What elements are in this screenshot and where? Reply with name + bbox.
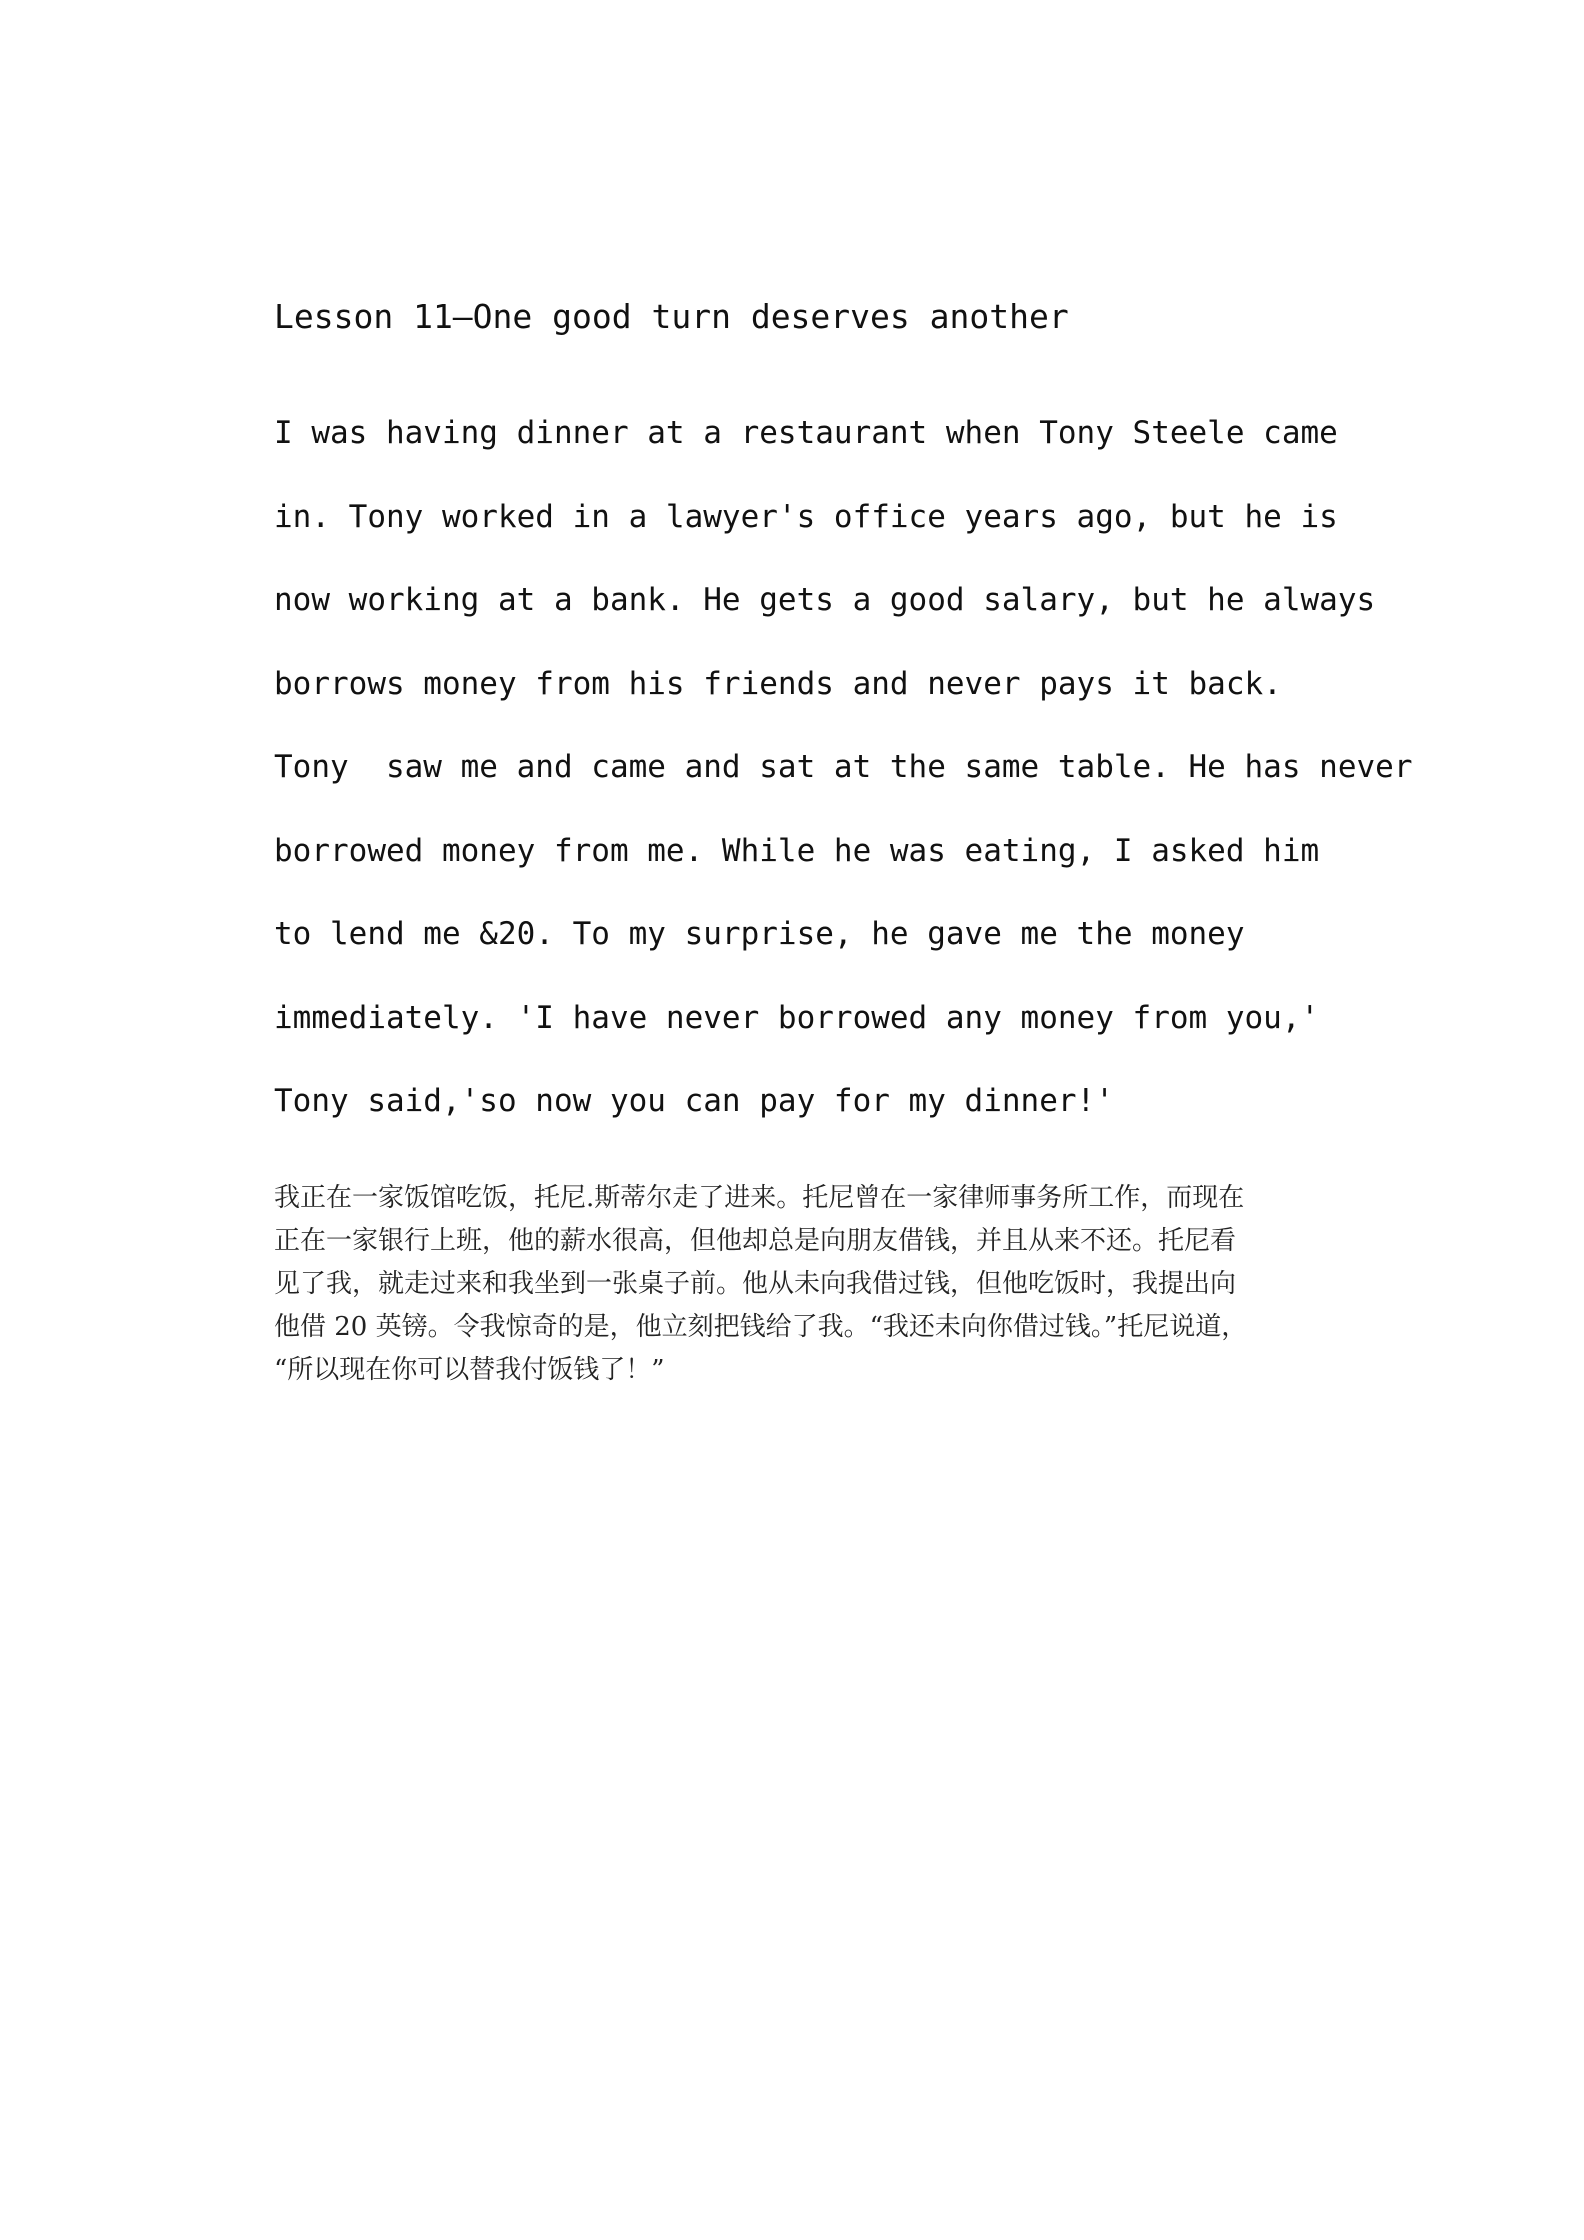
chinese-line: 见了我，就走过来和我坐到一张桌子前。他从未向我借过钱，但他吃饭时，我提出向: [274, 1269, 1237, 1299]
english-line: in. Tony worked in a lawyer's office years ago, but he is: [274, 498, 1338, 535]
english-line: borrows money from his friends and never pays it back.: [274, 665, 1282, 702]
english-line: I was having dinner at a restaurant when Tony Steele came: [274, 415, 1338, 451]
chinese-line: 他借 20 英镑。令我惊奇的是，他立刻把钱给了我。“我还未向你借过钱。”托尼说道，: [274, 1312, 1248, 1342]
lesson-title: Lesson 11—One good turn deserves another: [274, 297, 1069, 336]
english-line: Tony saw me and came and sat at the same table. He has never: [274, 749, 1413, 785]
chinese-line: 正在一家银行上班，他的薪水很高，但他却总是向朋友借钱，并且从来不还。托尼看: [274, 1226, 1237, 1256]
english-line: Tony said,'so now you can pay for my dinner!': [274, 1083, 1114, 1119]
english-passage: [274, 405, 1413, 1157]
chinese-line: “所以现在你可以替我付饭钱了！”: [274, 1355, 665, 1385]
english-line: immediately. 'I have never borrowed any money from you,': [274, 999, 1320, 1036]
english-line: borrowed money from me. While he was eating, I asked him: [274, 832, 1320, 869]
chinese-line: 我正在一家饭馆吃饭，托尼.斯蒂尔走了进来。托尼曾在一家律师事务所工作，而现在: [274, 1183, 1245, 1213]
chinese-translation: [274, 1177, 1334, 1392]
english-line: now working at a bank. He gets a good salary, but he always: [274, 582, 1376, 618]
english-line: to lend me &20. To my surprise, he gave me the money: [274, 916, 1245, 952]
